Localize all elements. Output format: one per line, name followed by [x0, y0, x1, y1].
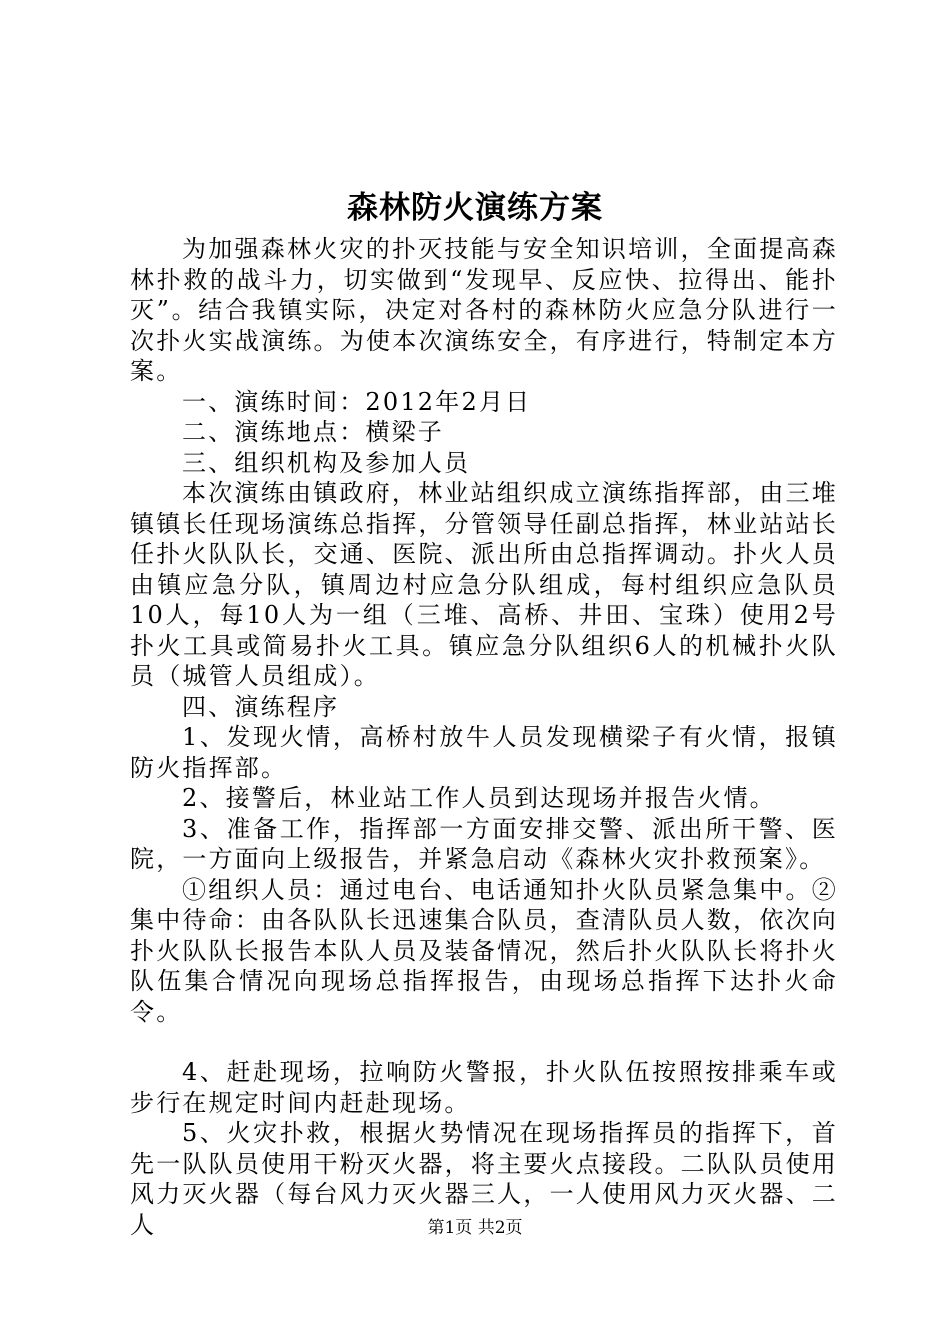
document-body	[130, 234, 838, 1240]
paragraph-step-1: 1、发现火情，高桥村放牛人员发现横梁子有火情，报镇防火指挥部。	[130, 723, 838, 782]
paragraph-step-5: 5、火灾扑救，根据火势情况在现场指挥员的指挥下，首先一队队员使用干粉灭火器，将主要火点接段。二队队员使用风力灭火器（每台风力灭火器三人，一人使用风力灭火器、二人	[130, 1119, 838, 1239]
paragraph-step-4: 4、赶赴现场，拉响防火警报，扑火队伍按照按排乘车或步行在规定时间内赶赴现场。	[130, 1058, 838, 1117]
paragraph-step-2: 2、接警后，林业站工作人员到达现场并报告火情。	[182, 784, 776, 812]
paragraph-time: 一、演练时间：2012年2月日	[182, 387, 532, 416]
blank-line	[130, 1027, 838, 1057]
paragraph-intro: 为加强森林火灾的扑灭技能与安全知识培训，全面提高森林扑救的战斗力，切实做到“发现早、反应快、拉得出、能扑灭”。结合我镇实际，决定对各村的森林防火应急分队进行一次扑火实战演练。为使本次演练安全，有序进行，特制定本方案。	[130, 235, 838, 385]
paragraph-organization: 本次演练由镇政府，林业站组织成立演练指挥部，由三堆镇镇长任现场演练总指挥，分管领导任副总指挥，林业站站长任扑火队队长，交通、医院、派出所由总指挥调动。扑火人员由镇应急分队，镇周边村应急分队组成，每村组织应急队员10人，每10人为一组（三堆、高桥、井田、宝珠）使用2号扑火工具或简易扑火工具。镇应急分队组织6人的机械扑火队员（城管人员组成）。	[130, 479, 838, 690]
document-title: 森林防火演练方案	[347, 190, 603, 226]
page-number-footer: 第1页 共2页	[427, 1218, 523, 1238]
paragraph-step-3-details: ①组织人员：通过电台、电话通知扑火队员紧急集中。②集中待命：由各队队长迅速集合队员，查清队员人数，依次向扑火队队长报告本队人员及装备情况，然后扑火队队长将扑火队伍集合情况向现场总指挥报告，由现场总指挥下达扑火命令。	[130, 875, 838, 1026]
paragraph-organization-heading: 三、组织机构及参加人员	[182, 448, 471, 477]
paragraph-procedure-heading: 四、演练程序	[182, 692, 340, 721]
paragraph-step-3: 3、准备工作，指挥部一方面安排交警、派出所干警、医院，一方面向上级报告，并紧急启动《森林火灾扑救预案》。	[130, 814, 838, 873]
paragraph-location: 二、演练地点：横梁子	[182, 418, 444, 446]
